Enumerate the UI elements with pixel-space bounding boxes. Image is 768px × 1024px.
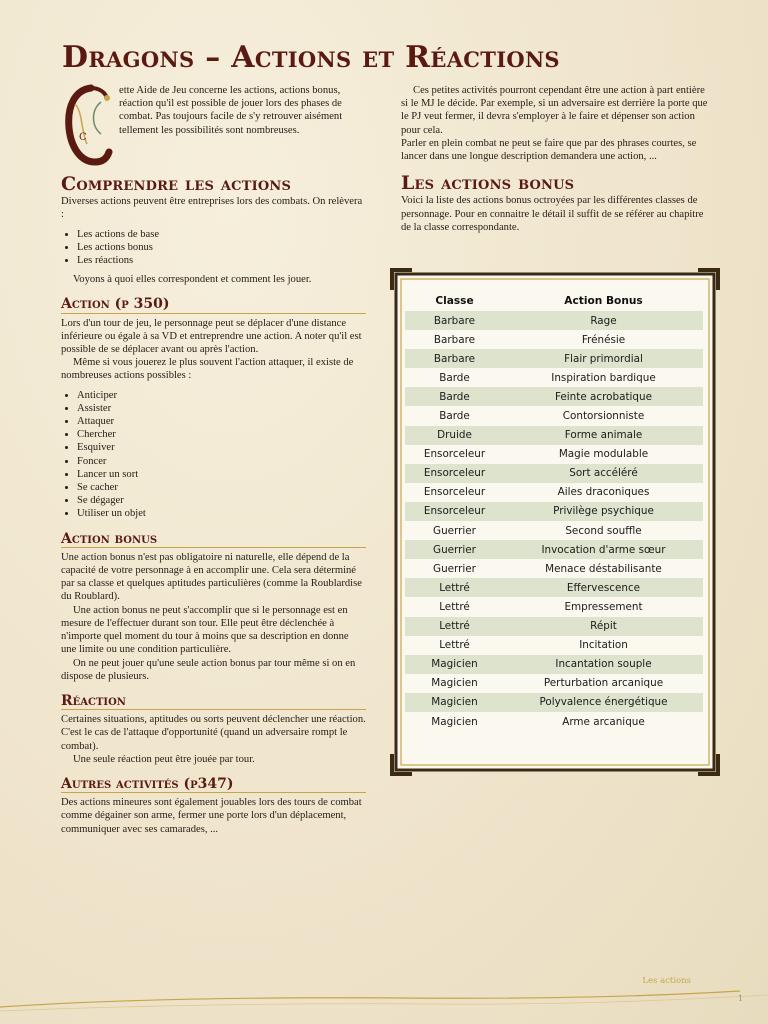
table-row [405,540,703,559]
list-item: • Les actions de base [77,228,366,241]
list-item: • Les actions bonus [77,241,366,254]
right-column [401,84,708,234]
cell-action-bonus: Empressement [564,600,643,613]
table-header-row [405,290,703,311]
table-row [405,483,703,502]
dropcap-icon [61,82,113,168]
action-bonus-p3: On ne peut jouer qu'une seule action bonus par tour même si on en dispose de plusieurs. [61,657,356,682]
cell-classe: Ensorceleur [423,486,486,499]
action-bonus-p1: Une action bonus n'est pas obligatoire ni naturelle, elle dépend de la capacité de votre personnage à en accomplir une. Cela sera déterminé par sa classe et quelques aptitudes particulières (comme la Roublardise du Roublard). [61,551,362,603]
list-item: • Chercher [77,428,366,441]
cell-classe: Barbare [405,349,504,368]
table-row [405,578,703,597]
table-row [405,674,703,693]
action-p2: Même si vous jouerez le plus souvent l'action attaquer, il existe de nombreuses actions possibles : [61,357,354,382]
page-title: Dragons – Actions et Réactions [62,40,560,75]
cell-action-bonus: Invocation d'arme sœur [504,540,703,559]
cell-classe: Lettré [405,578,504,597]
cell-classe: Guerrier [433,562,476,575]
cell-action-bonus: Contorsionniste [562,410,645,423]
heading-actions-bonus: Les actions bonus [401,172,575,195]
cell-action-bonus: Feinte acrobatique [504,387,703,406]
list-item: • Se cacher [77,481,366,494]
cell-classe: Barbare [433,333,476,346]
page-number: 1 [737,994,743,1003]
footer-label: Les actions [642,976,691,986]
cell-classe: Ensorceleur [423,448,486,461]
intro-text: ette Aide de Jeu concerne les actions, actions bonus, réaction qu'il est possible de jouer lors des phases de combat. Pas toujours facile de s'y retrouver aisément tellement les possibilités sont nombreuses. [119,85,343,136]
right-intro-p2: Parler en plein combat ne peut se faire que par des phrases courtes, se lancer dans une longue description demandera une action, ... [401,137,697,163]
list-item: • Anticiper [77,389,366,402]
cell-classe: Barbare [405,311,504,330]
comprendre-after: Voyons à quoi elles correspondent et comment les jouer. [73,274,312,286]
cell-action-bonus: Rage [504,311,703,330]
table-row [405,617,703,636]
cell-classe: Magicien [431,677,478,690]
cell-classe: Barde [439,410,470,423]
cell-classe: Druide [405,426,504,445]
cell-action-bonus: Incantation souple [504,655,703,674]
table-row [405,636,703,655]
cell-action-bonus: Perturbation arcanique [543,677,664,690]
cell-classe: Lettré [439,639,470,652]
cell-action-bonus: Second souffle [565,524,642,537]
heading-action-bonus: Action bonus [61,533,366,548]
cell-action-bonus: Forme animale [504,426,703,445]
cell-action-bonus: Ailes draconiques [557,486,650,499]
left-column [61,84,366,836]
cell-classe: Ensorceleur [405,502,504,521]
cell-classe: Magicien [431,715,478,728]
list-item: • Utiliser un objet [77,507,366,520]
list-item: • Lancer un sort [77,468,366,481]
action-p1: Lors d'un tour de jeu, le personnage peut se déplacer d'une distance inférieure ou égale à sa VD et entreprendre une action. A noter qu'il est possible de se déplacer avant ou après l'action. [61,317,362,356]
cell-action-bonus: Sort accéléré [504,464,703,483]
table-row [405,368,703,387]
table-row [405,387,703,406]
table-row [405,464,703,483]
cell-action-bonus: Inspiration bardique [551,371,656,384]
cell-action-bonus: Frénésie [581,333,626,346]
cell-classe: Ensorceleur [405,464,504,483]
table-row [405,559,703,578]
heading-action: Action (p 350) [61,298,366,313]
action-list [61,389,366,521]
cell-action-bonus: Privilège psychique [504,502,703,521]
list-item: • Esquiver [77,441,366,454]
bonus-table [405,290,703,731]
bonus-table-frame [390,268,720,776]
column-header-action-bonus: Action Bonus [564,294,643,307]
table-row [405,655,703,674]
cell-classe: Lettré [439,600,470,613]
cell-classe: Magicien [405,693,504,712]
list-item: • Assister [77,402,366,415]
cell-classe: Barde [439,371,470,384]
cell-classe: Lettré [405,617,504,636]
table-row [405,712,703,731]
table-row [405,521,703,540]
column-header-classe: Classe [435,294,474,307]
heading-reaction: Réaction [61,695,366,710]
table-row [405,311,703,330]
table-row [405,349,703,368]
reaction-p1: Certaines situations, aptitudes ou sorts peuvent déclencher une réaction. C'est le cas de l'attaque d'opportunité (quand un adversaire rompt le combat). [61,714,366,752]
comprendre-text: Diverses actions peuvent être entreprises lors des combats. On relèvera : [61,196,363,221]
cell-action-bonus: Arme arcanique [562,715,645,728]
cell-action-bonus: Répit [504,617,703,636]
cell-classe: Guerrier [433,524,476,537]
cell-classe: Guerrier [405,540,504,559]
cell-action-bonus: Incitation [579,639,628,652]
cell-action-bonus: Effervescence [504,578,703,597]
right-intro-p1: Ces petites activités pourront cependant être une action à part entière si le MJ le décide. Par exemple, si un adversaire est derrière la porte que le PJ veut fermer, il devra s'employer à le faire et dépenser son action pour cela. [401,85,708,136]
cell-action-bonus: Magie modulable [558,448,649,461]
table-row [405,426,703,445]
svg-text:C: C [79,132,87,143]
heading-comprendre: Comprendre les actions [61,173,292,195]
cell-classe: Barde [405,387,504,406]
list-item: • Attaquer [77,415,366,428]
table-row [405,445,703,464]
comprendre-list [61,228,366,268]
reaction-p2: Une seule réaction peut être jouée par tour. [73,753,255,765]
table-row [405,330,703,349]
cell-action-bonus: Menace déstabilisante [545,562,662,575]
heading-autres: Autres activités (p347) [61,778,366,793]
table-row [405,597,703,616]
cell-classe: Magicien [405,655,504,674]
autres-p1: Des actions mineures sont également jouables lors des tours de combat comme dégainer son arme, fermer une porte lors d'un déplacement, communiquer avec ses camarades, ... [61,797,362,835]
actions-bonus-text: Voici la liste des actions bonus octroyées par les différentes classes de personnage. Pour en connaitre le détail il suffit de se référer au chapitre de la classe correspondante. [401,195,704,233]
cell-action-bonus: Flair primordial [504,349,703,368]
table-row [405,406,703,425]
table-row [405,693,703,712]
list-item: • Les réactions [77,254,366,267]
list-item: • Foncer [77,455,366,468]
list-item: • Se dégager [77,494,366,507]
footer-ornament-icon [0,985,768,1024]
intro [61,84,366,168]
cell-action-bonus: Polyvalence énergétique [504,693,703,712]
action-bonus-p2: Une action bonus ne peut s'accomplir que si le personnage est en mesure de l'effectuer durant son tour. Elle peut être déclenchée à n'importe quel moment du tour à moins que sa description en donne une limite ou une condition particulière. [61,604,349,656]
table-row [405,502,703,521]
